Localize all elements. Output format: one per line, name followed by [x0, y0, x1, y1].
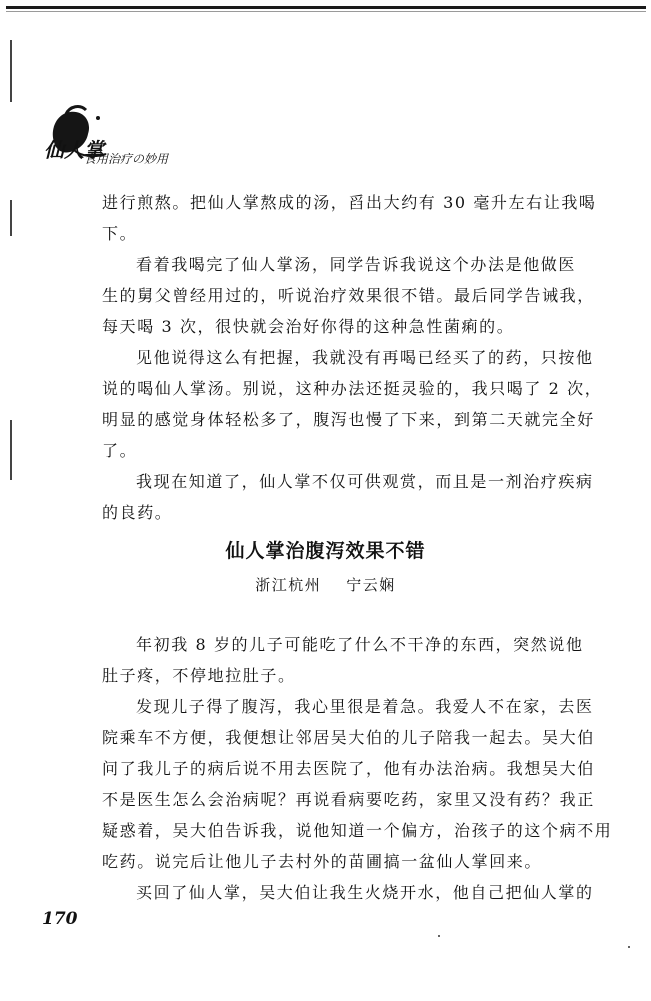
text-line: 每天喝 3 次，很快就会治好你得的这种急性菌痢的。 — [102, 317, 515, 336]
text-line: 问了我儿子的病后说不用去医院了，他有办法治病。我想吴大伯 — [102, 759, 595, 778]
top-border-thin-rule — [6, 11, 646, 12]
text-line: 说的喝仙人掌汤。别说，这种办法还挺灵验的，我只喝了 2 次， — [102, 379, 603, 398]
logo-title: 仙人掌 — [44, 138, 104, 162]
text-line: 肚子疼，不停地拉肚子。 — [102, 666, 296, 685]
text-line: 年初我 8 岁的儿子可能吃了什么不干净的东西，突然说他 — [136, 635, 584, 654]
page-number: 170 — [42, 909, 78, 929]
text-line: 吃药。说完后让他儿子去村外的苗圃搞一盆仙人掌回来。 — [102, 852, 543, 871]
text-line: 进行煎熬。把仙人掌熬成的汤，舀出大约有 30 毫升左右让我喝 — [102, 193, 597, 212]
article-title: 仙人掌治腹泻效果不错 — [225, 540, 426, 562]
article-byline: 浙江杭州 宁云娴 — [255, 576, 396, 594]
text-line: 明显的感觉身体轻松多了，腹泻也慢了下来，到第二天就完全好 — [102, 410, 595, 429]
top-border-rule — [6, 6, 646, 9]
text-line: 买回了仙人掌，吴大伯让我生火烧开水，他自己把仙人掌的 — [136, 883, 594, 902]
text-line: 的良药。 — [102, 503, 173, 522]
book-logo — [40, 104, 200, 166]
text-line: 疑惑着，吴大伯告诉我，说他知道一个偏方，治孩子的这个病不用 — [102, 821, 613, 840]
left-margin-mark — [10, 40, 12, 102]
text-line: 了。 — [102, 441, 138, 460]
text-line: 看着我喝完了仙人掌汤，同学告诉我说这个办法是他做医 — [136, 255, 577, 274]
scan-speck — [628, 946, 630, 948]
text-line: 我现在知道了，仙人掌不仅可供观赏，而且是一剂治疗疾病 — [136, 472, 594, 491]
scan-speck — [438, 935, 440, 937]
text-line: 院乘车不方便，我便想让邻居吴大伯的儿子陪我一起去。吴大伯 — [102, 728, 595, 747]
text-line: 下。 — [102, 224, 138, 243]
left-margin-mark — [10, 200, 12, 236]
text-line: 不是医生怎么会治病呢？再说看病要吃药，家里又没有药？我正 — [102, 790, 595, 809]
text-line: 生的舅父曾经用过的，听说治疗效果很不错。最后同学告诫我， — [102, 286, 595, 305]
text-line: 见他说得这么有把握，我就没有再喝已经买了的药，只按他 — [136, 348, 594, 367]
left-margin-mark — [10, 420, 12, 480]
logo-subtitle: 食用治疗の妙用 — [84, 152, 169, 166]
text-line: 发现儿子得了腹泻，我心里很是着急。我爱人不在家，去医 — [136, 697, 594, 716]
